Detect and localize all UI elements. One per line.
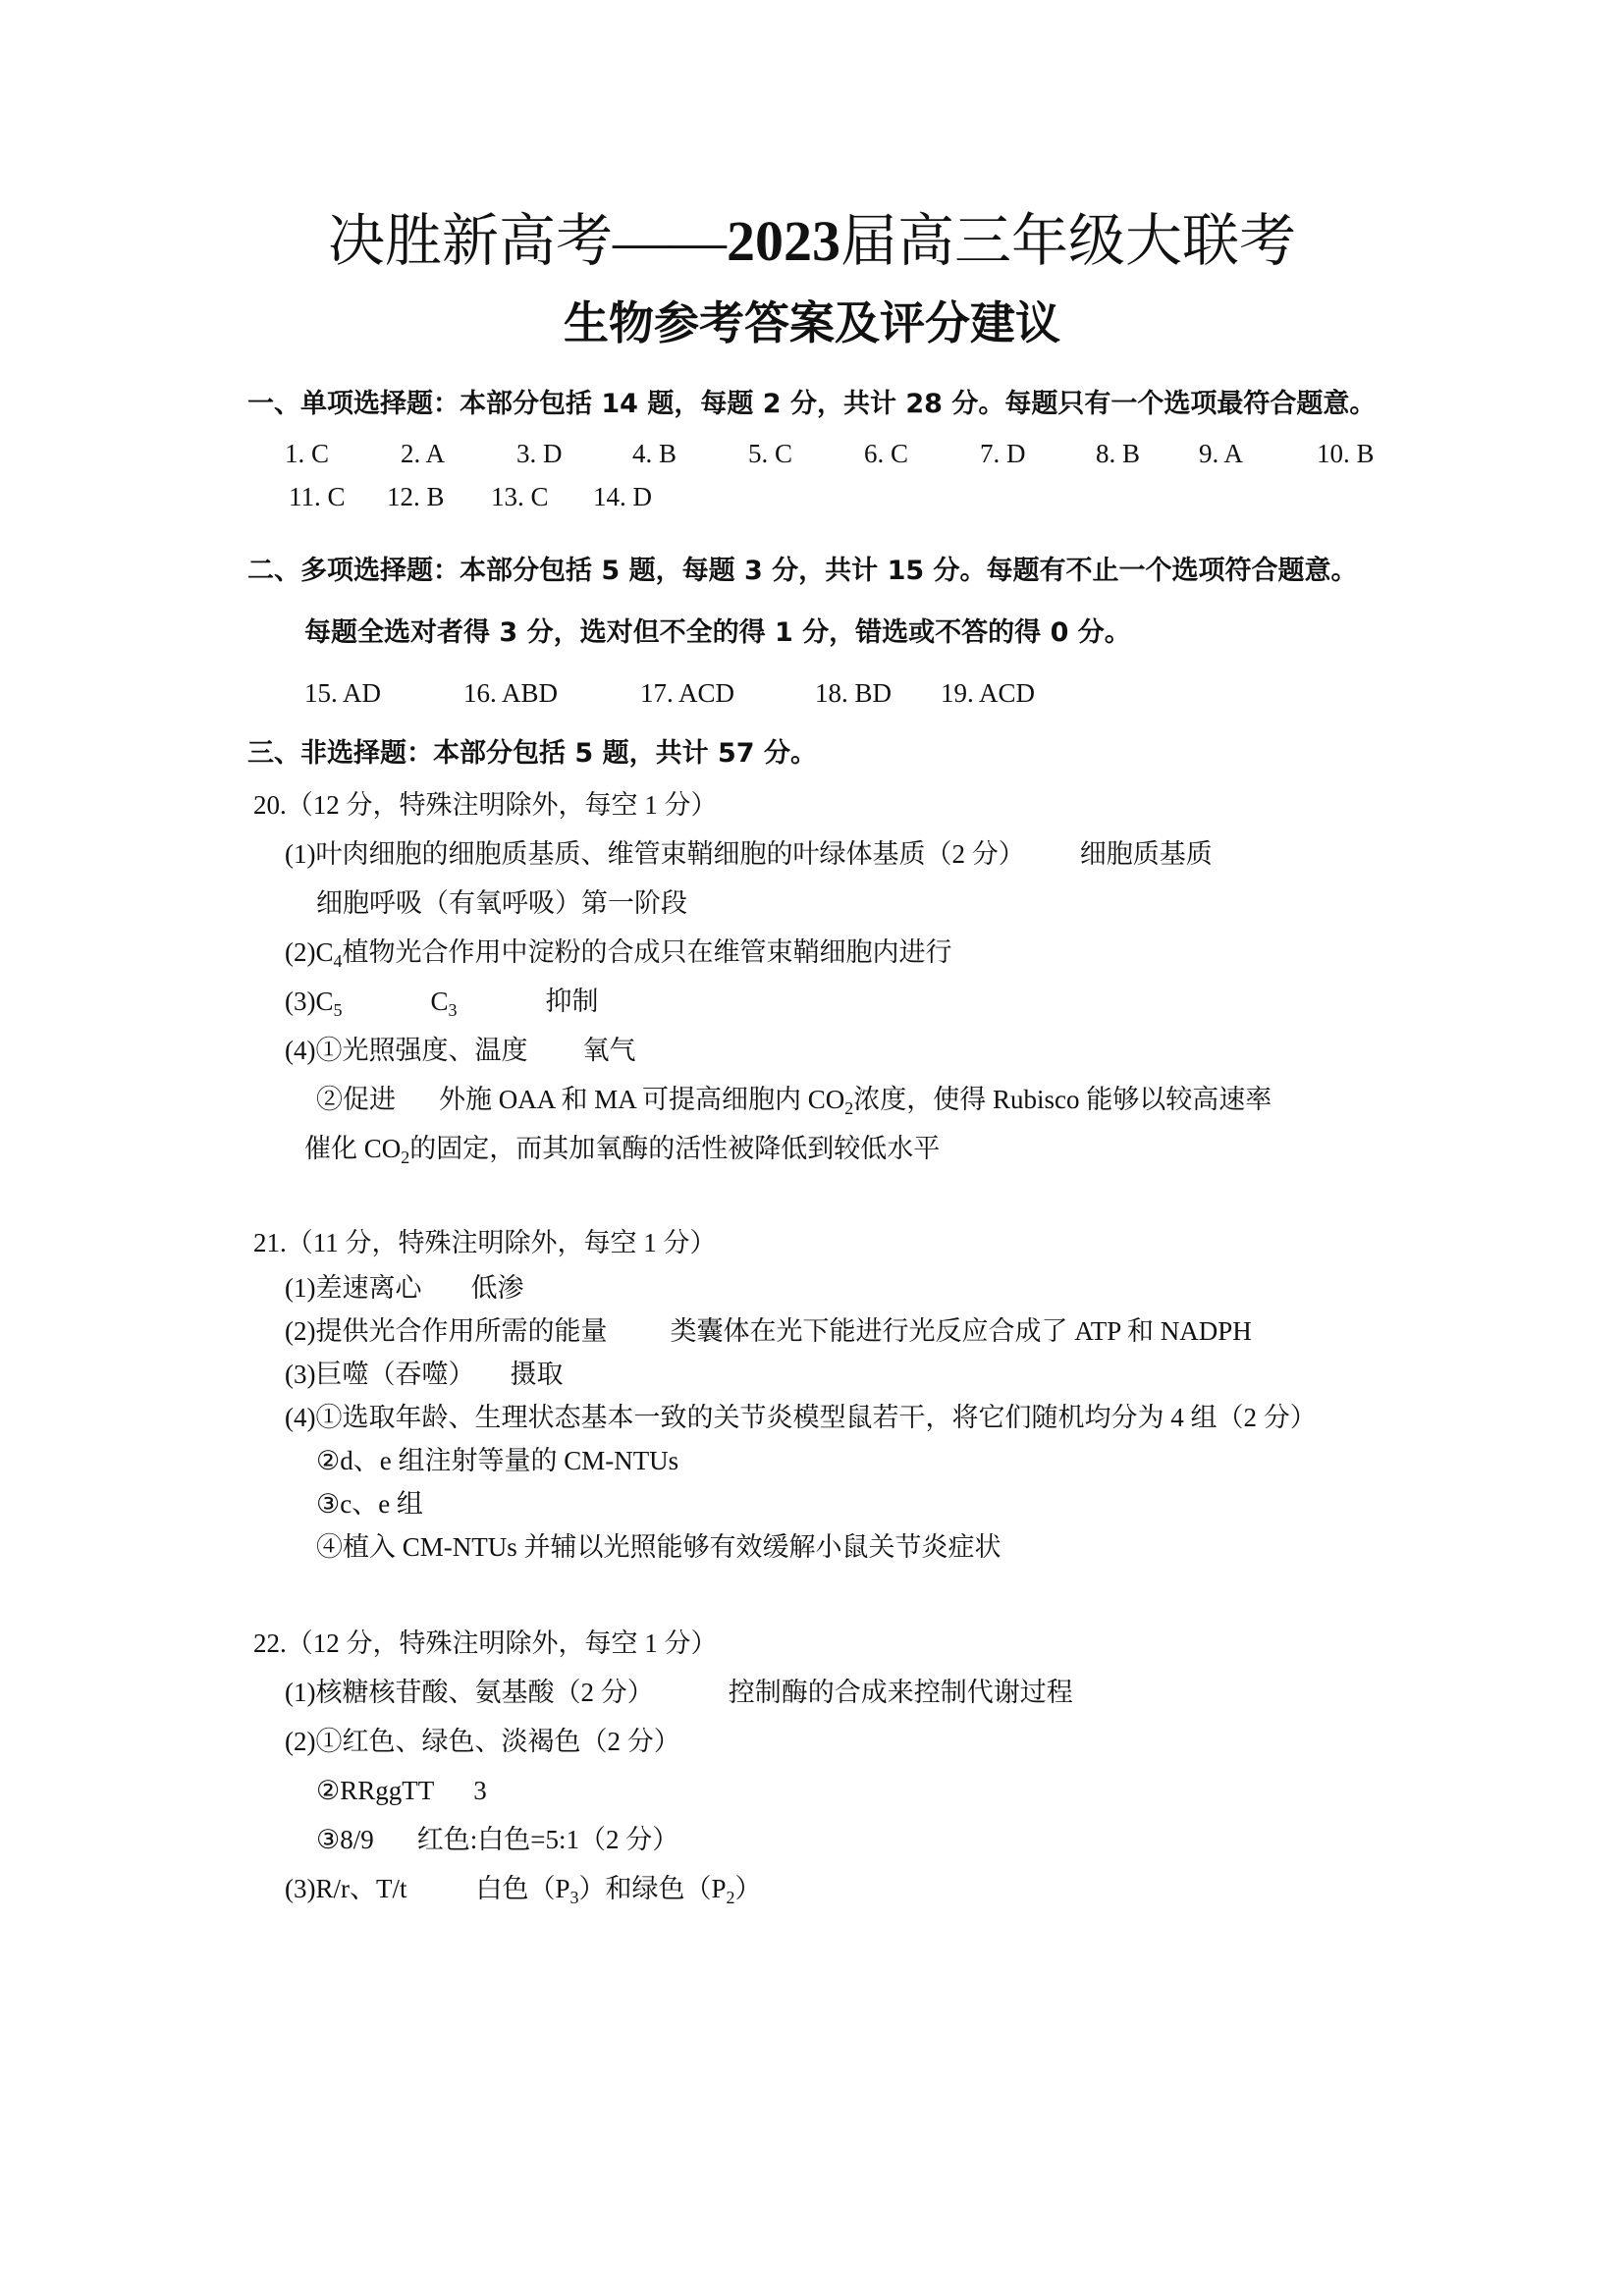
answer-13: 13. C [491,482,549,511]
q20-l5-b: 氧气 [582,1036,636,1065]
answer-7: 7. D [980,439,1026,468]
q22-l5-sub1: 3 [569,1888,579,1907]
answer-9: 9. A [1199,439,1244,468]
q20-l6-pre: 外施 OAA 和 MA 可提高细胞内 CO [439,1085,845,1114]
q22-l5-mid: ）和绿色（P [578,1874,727,1903]
q20-l7-post: 的固定，而其加氧酶的活性被降低到较低水平 [409,1134,941,1163]
q22-line4 [316,1822,678,1857]
q22-l5-sub2: 2 [726,1888,735,1907]
q21-l2-a: (2)提供光合作用所需的能量 [285,1316,608,1346]
q20-l6-post: 浓度，使得 Rubisco 能够以较高速率 [853,1085,1272,1114]
answer-18: 18. BD [815,678,893,708]
q20-l4-a: (3)C [285,987,334,1016]
answer-2: 2. A [401,439,446,468]
q20-line5 [285,1033,635,1068]
answer-6: 6. C [864,439,909,468]
q22-l4-b: 红色:白色=5:1（2 分） [416,1825,679,1854]
q21-l1-a: (1)差速离心 [285,1273,422,1303]
q20-line2: 细胞呼吸（有氧呼吸）第一阶段 [316,888,687,918]
q22-l1-b: 控制酶的合成来控制代谢过程 [728,1678,1073,1707]
q20-l6-sub: 2 [844,1098,854,1118]
title-year: 2023 [727,209,840,273]
q20-l4-b: C [430,987,449,1016]
answer-4: 4. B [632,439,677,468]
q22-header: 22.（12 分，特殊注明除外，每空 1 分） [253,1629,718,1658]
title-prefix: 决胜新高考—— [327,209,727,273]
q22-l5-pre: 白色（P [475,1874,570,1903]
answer-10: 10. B [1317,439,1375,468]
page-title [0,204,1624,279]
q20-header: 20.（12 分，特殊注明除外，每空 1 分） [253,790,718,820]
section1-heading: 一、单项选择题：本部分包括 14 题，每题 2 分，共计 28 分。每题只有一个选项最符合题意。 [247,389,1377,419]
q22-line3 [316,1773,487,1808]
q20-l7-pre: 催化 CO [304,1134,402,1163]
q22-l1-a: (1)核糖核苷酸、氨基酸（2 分） [285,1678,654,1707]
q20-line3 [285,934,952,970]
q20-l4-c: 抑制 [545,987,599,1016]
answer-15: 15. AD [304,678,382,708]
section3-heading: 三、非选择题：本部分包括 5 题，共计 57 分。 [247,738,817,769]
answer-5: 5. C [748,439,793,468]
q20-l7-sub: 2 [401,1148,410,1167]
q21-line3 [285,1357,563,1392]
answer-11: 11. C [289,482,346,511]
q20-l4-a-sub: 5 [333,1000,343,1020]
q20-l5-a: (4)①光照强度、温度 [285,1036,528,1065]
title-suffix: 届高三年级大联考 [840,209,1297,273]
answer-16: 16. ABD [463,678,559,708]
section2-scoring-note: 每题全选对者得 3 分，选对但不全的得 1 分，错选或不答的得 0 分。 [304,617,1131,648]
answer-19: 19. ACD [941,678,1036,708]
q20-line7 [304,1131,940,1166]
answer-17: 17. ACD [640,678,735,708]
q21-line1 [285,1270,523,1306]
q20-l6-a: ②促进 [316,1085,396,1114]
q22-l3-b: 3 [473,1776,487,1805]
q20-l3-sub: 4 [333,951,343,971]
q21-line4: (4)①选取年龄、生理状态基本一致的关节炎模型鼠若干，将它们随机均分为 4 组（2 分） [285,1403,1317,1432]
q21-line7: ④植入 CM-NTUs 并辅以光照能够有效缓解小鼠关节炎症状 [316,1532,1001,1562]
section2-heading: 二、多项选择题：本部分包括 5 题，每题 3 分，共计 15 分。每题有不止一个选项符合题意。 [247,556,1358,586]
q21-header: 21.（11 分，特殊注明除外，每空 1 分） [253,1228,717,1257]
q20-answer-1b: 细胞质基质 [1079,839,1213,869]
q20-l4-b-sub: 3 [448,1000,458,1020]
q20-l3-post: 植物光合作用中淀粉的合成只在维管束鞘细胞内进行 [342,937,952,967]
answer-14: 14. D [593,482,652,511]
q20-line1 [285,836,1213,872]
q20-answer-1a: (1)叶肉细胞的细胞质基质、维管束鞘细胞的叶绿体基质（2 分） [285,839,1025,869]
answer-12: 12. B [387,482,445,511]
q20-l3-pre: (2)C [285,937,334,967]
q21-l2-b: 类囊体在光下能进行光反应合成了 ATP 和 NADPH [670,1316,1252,1346]
answer-3: 3. D [516,439,563,468]
q22-l3-a: ②RRggTT [316,1776,435,1805]
q21-l3-a: (3)巨噬（吞噬） [285,1360,475,1389]
section1-answers-row2 [289,479,652,514]
q20-line4 [285,984,599,1019]
section2-answers [304,675,1035,711]
q21-line2 [285,1313,1252,1349]
q21-l1-b: 低渗 [470,1273,524,1303]
q22-l5-a: (3)R/r、T/t [285,1874,407,1903]
section1-answers-row1 [285,436,1375,471]
q21-l3-b: 摄取 [510,1360,564,1389]
page-subtitle: 生物参考答案及评分建议 [564,298,1060,348]
q22-l5-post: ） [734,1874,762,1903]
q21-line6: ③c、e 组 [316,1489,423,1519]
answer-8: 8. B [1096,439,1141,468]
q20-line6 [316,1082,1272,1117]
answer-1: 1. C [285,439,330,468]
q22-line1 [285,1675,1073,1710]
q22-line2: (2)①红色、绿色、淡褐色（2 分） [285,1727,680,1756]
q21-line5: ②d、e 组注射等量的 CM-NTUs [316,1446,679,1475]
q22-l4-a: ③8/9 [316,1825,374,1854]
q22-line5 [285,1871,762,1906]
